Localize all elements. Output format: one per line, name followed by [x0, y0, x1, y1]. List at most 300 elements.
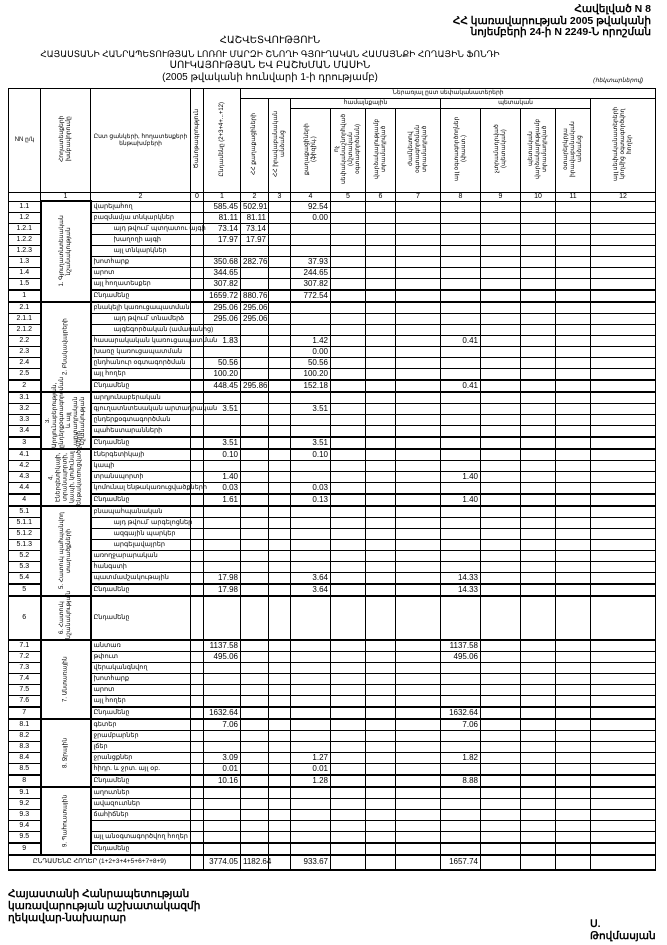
- cell-c3: [269, 506, 291, 518]
- cell-c3: [269, 775, 291, 787]
- header-col-8: [441, 109, 481, 193]
- cell-c6: [366, 335, 396, 346]
- cell-c10: [521, 640, 556, 652]
- row-name: Ընդամենը: [91, 775, 191, 787]
- header-col-9-text: չտրամադրված (պետական): [493, 124, 507, 174]
- column-index: 8: [441, 193, 481, 202]
- cell-c1: [204, 820, 241, 831]
- row-name: գյուղատնտեսական արտադրական: [91, 403, 191, 414]
- cell-c6: [366, 403, 396, 414]
- cell-c12: [591, 212, 656, 223]
- cell-c12: [591, 313, 656, 324]
- cell-c11: [556, 752, 591, 763]
- cell-c9: [481, 596, 521, 640]
- cell-c2: [241, 494, 269, 506]
- row-name: այդ թվում՝ արգելոցներ: [91, 517, 191, 528]
- cell-c11: [556, 482, 591, 494]
- cell-c2: [241, 392, 269, 404]
- cell-c4: 37.93: [291, 256, 331, 267]
- cell-c9: [481, 775, 521, 787]
- cell-c1: 1659.72: [204, 290, 241, 302]
- row-name: ջրանցքներ: [91, 752, 191, 763]
- cell-c9: [481, 843, 521, 855]
- cell-c1: 448.45: [204, 380, 241, 392]
- cell-c11: [556, 403, 591, 414]
- cell-c8: [441, 278, 481, 290]
- row-name: ընդհանուր օգտագործման: [91, 357, 191, 368]
- row-number: 8.5: [9, 763, 41, 775]
- cell-c4: [291, 313, 331, 324]
- cell-c5: [331, 403, 366, 414]
- total-c7: [396, 855, 441, 870]
- cell-c8: 1.82: [441, 752, 481, 763]
- row-name: պահեստարանների: [91, 425, 191, 437]
- cell-c5: [331, 719, 366, 731]
- cell-c5: [331, 471, 366, 482]
- cell-c2: [241, 460, 269, 471]
- cell-c12: [591, 695, 656, 707]
- cell-c9: [481, 550, 521, 561]
- header-col-3: [269, 99, 291, 193]
- header-col-9: [481, 109, 521, 193]
- row-name: բազմամյա տնկարկներ: [91, 212, 191, 223]
- cell-c6: [366, 368, 396, 380]
- cell-c3: [269, 763, 291, 775]
- cell-c1: 307.82: [204, 278, 241, 290]
- cell-c2: [241, 752, 269, 763]
- cell-c10: [521, 752, 556, 763]
- cell-c1: 17.98: [204, 572, 241, 584]
- cell-c10: [521, 651, 556, 662]
- total-c5: [331, 855, 366, 870]
- cell-c3: [269, 596, 291, 640]
- row-number: 2.4: [9, 357, 41, 368]
- cell-c4: [291, 843, 331, 855]
- cell-c8: 1.40: [441, 471, 481, 482]
- cell-c8: [441, 561, 481, 572]
- cell-c1: 0.01: [204, 763, 241, 775]
- cell-c4: 92.54: [291, 201, 331, 212]
- row-name: արդյունաբերական: [91, 392, 191, 404]
- cell-c11: [556, 437, 591, 449]
- cell-c8: [441, 324, 481, 335]
- row-name: խառը կառուցապատման: [91, 346, 191, 357]
- row-name: Ընդամենը: [91, 707, 191, 719]
- cell-c5: [331, 707, 366, 719]
- cell-c12: [591, 584, 656, 596]
- cell-c7: [396, 380, 441, 392]
- table-row: [9, 403, 656, 414]
- column-index: 10: [521, 193, 556, 202]
- cell-c8: [441, 673, 481, 684]
- table-row: [9, 572, 656, 584]
- cell-c9: [481, 460, 521, 471]
- column-index: 5: [331, 193, 366, 202]
- cell-c11: [556, 494, 591, 506]
- cell-c8: [441, 831, 481, 843]
- cell-c8: 14.33: [441, 584, 481, 596]
- cell-c2: [241, 517, 269, 528]
- cell-c7: [396, 471, 441, 482]
- cell-c3: [269, 528, 291, 539]
- cell-c11: [556, 460, 591, 471]
- cell-c12: [591, 201, 656, 212]
- cell-c2: [241, 346, 269, 357]
- cell-c4: [291, 234, 331, 245]
- cell-c5: [331, 528, 366, 539]
- row-name: արոտ: [91, 684, 191, 695]
- cell-c1: [204, 730, 241, 741]
- row-name: բնակելի կառուցապատման: [91, 302, 191, 314]
- table-row: [9, 471, 656, 482]
- cell-c6: [366, 640, 396, 652]
- cell-c0: [191, 539, 204, 550]
- cell-c0: [191, 234, 204, 245]
- cell-c7: [396, 517, 441, 528]
- row-number: 5.2: [9, 550, 41, 561]
- cell-c9: [481, 223, 521, 234]
- cell-c5: [331, 787, 366, 799]
- cell-c4: [291, 730, 331, 741]
- row-number: 7.2: [9, 651, 41, 662]
- column-index: 12: [591, 193, 656, 202]
- total-c4: 933.67: [291, 855, 331, 870]
- cell-c12: [591, 460, 656, 471]
- row-number: 1.2: [9, 212, 41, 223]
- cell-c6: [366, 346, 396, 357]
- cell-c6: [366, 517, 396, 528]
- cell-c12: [591, 640, 656, 652]
- table-row: [9, 584, 656, 596]
- cell-c0: [191, 798, 204, 809]
- header-col-12: [591, 99, 656, 193]
- cell-c5: [331, 561, 366, 572]
- cell-c11: [556, 425, 591, 437]
- cell-c5: [331, 820, 366, 831]
- cell-c2: [241, 662, 269, 673]
- cell-c3: [269, 843, 291, 855]
- cell-c11: [556, 267, 591, 278]
- cell-c10: [521, 798, 556, 809]
- cell-c11: [556, 302, 591, 314]
- row-number: 7.5: [9, 684, 41, 695]
- cell-c2: [241, 437, 269, 449]
- cell-c11: [556, 730, 591, 741]
- cell-c1: 1.61: [204, 494, 241, 506]
- cell-c9: [481, 561, 521, 572]
- cell-c1: 0.10: [204, 449, 241, 461]
- cell-c5: [331, 640, 366, 652]
- cell-c0: [191, 460, 204, 471]
- cell-c7: [396, 482, 441, 494]
- cell-c5: [331, 324, 366, 335]
- cell-c0: [191, 302, 204, 314]
- cell-c2: [241, 561, 269, 572]
- cell-c6: [366, 673, 396, 684]
- cell-c7: [396, 335, 441, 346]
- table-row: [9, 763, 656, 775]
- cell-c8: [441, 212, 481, 223]
- cell-c5: [331, 357, 366, 368]
- table-row: [9, 730, 656, 741]
- cell-c0: [191, 245, 204, 256]
- cell-c11: [556, 256, 591, 267]
- row-number: 5: [9, 584, 41, 596]
- cell-c3: [269, 719, 291, 731]
- cell-c11: [556, 707, 591, 719]
- row-name: ավազուտներ: [91, 798, 191, 809]
- cell-c7: [396, 313, 441, 324]
- cell-c12: [591, 278, 656, 290]
- cell-c8: [441, 662, 481, 673]
- row-number: 1.2.2: [9, 234, 41, 245]
- cell-c10: [521, 820, 556, 831]
- cell-c4: [291, 392, 331, 404]
- cell-c11: [556, 820, 591, 831]
- cell-c6: [366, 267, 396, 278]
- cell-c4: 3.64: [291, 584, 331, 596]
- cell-c10: [521, 437, 556, 449]
- header-col-8-text: այլ օգտագործողներ (փաստ.): [453, 116, 467, 182]
- cell-c6: [366, 313, 396, 324]
- cell-c0: [191, 831, 204, 843]
- header-c1-text: Ընդամենը (2+3+4+...+12): [218, 101, 225, 177]
- cell-c12: [591, 775, 656, 787]
- cell-c6: [366, 449, 396, 461]
- cell-c12: [591, 380, 656, 392]
- row-number: 8.3: [9, 741, 41, 752]
- cell-c2: 880.76: [241, 290, 269, 302]
- cell-c8: [441, 684, 481, 695]
- cell-c5: [331, 775, 366, 787]
- cell-c2: [241, 449, 269, 461]
- row-name: հիդր. և ջրտ. այլ օբ.: [91, 763, 191, 775]
- cell-c2: [241, 425, 269, 437]
- cell-c11: [556, 380, 591, 392]
- cell-c8: [441, 798, 481, 809]
- cell-c3: [269, 640, 291, 652]
- row-number: 5.1.1: [9, 517, 41, 528]
- table-row: [9, 278, 656, 290]
- cell-c1: 495.06: [204, 651, 241, 662]
- cell-c8: [441, 528, 481, 539]
- cell-c0: [191, 437, 204, 449]
- cell-c3: [269, 741, 291, 752]
- cell-c8: 0.41: [441, 335, 481, 346]
- cell-c11: [556, 673, 591, 684]
- cell-c3: [269, 368, 291, 380]
- cell-c4: [291, 302, 331, 314]
- row-number: 9.3: [9, 809, 41, 820]
- cell-c8: [441, 787, 481, 799]
- cell-c12: [591, 651, 656, 662]
- cell-c2: [241, 528, 269, 539]
- cell-c8: [441, 809, 481, 820]
- cell-c9: [481, 539, 521, 550]
- cell-c10: [521, 572, 556, 584]
- row-number: 1.5: [9, 278, 41, 290]
- column-index: 2: [91, 193, 191, 202]
- cell-c4: 1.42: [291, 335, 331, 346]
- cell-c3: [269, 267, 291, 278]
- cell-c9: [481, 662, 521, 673]
- cell-c10: [521, 313, 556, 324]
- cell-c3: [269, 730, 291, 741]
- cell-c1: [204, 787, 241, 799]
- cell-c7: [396, 820, 441, 831]
- cell-c12: [591, 368, 656, 380]
- header-col-5-text: ոչ սեփականաշնորհված (մշտական օգտագործման): [334, 113, 361, 185]
- table-row: [9, 550, 656, 561]
- column-index: 7: [396, 193, 441, 202]
- column-index: 1: [41, 193, 91, 202]
- row-number: 7.6: [9, 695, 41, 707]
- cell-c6: [366, 820, 396, 831]
- cell-c8: [441, 357, 481, 368]
- row-name: այդ թվում՝ պտղատու այգի: [91, 223, 191, 234]
- row-name: այլ անօգտագործվող հողեր: [91, 831, 191, 843]
- table-row: [9, 673, 656, 684]
- cell-c11: [556, 831, 591, 843]
- cell-c12: [591, 403, 656, 414]
- header-c0-text: Ծանոթագրություն: [193, 109, 200, 169]
- cell-c7: [396, 707, 441, 719]
- cell-c2: 295.06: [241, 302, 269, 314]
- total-c3: [269, 855, 291, 870]
- cell-c7: [396, 403, 441, 414]
- cell-c2: [241, 324, 269, 335]
- cell-c10: [521, 471, 556, 482]
- cell-c5: [331, 278, 366, 290]
- cell-c6: [366, 380, 396, 392]
- cell-c7: [396, 212, 441, 223]
- row-number: 8.4: [9, 752, 41, 763]
- cell-c10: [521, 201, 556, 212]
- cell-c10: [521, 584, 556, 596]
- cell-c7: [396, 684, 441, 695]
- cell-c12: [591, 437, 656, 449]
- cell-c5: [331, 843, 366, 855]
- cell-c2: [241, 640, 269, 652]
- cell-c7: [396, 425, 441, 437]
- cell-c9: [481, 752, 521, 763]
- cell-c3: [269, 752, 291, 763]
- row-name: աղուտներ: [91, 787, 191, 799]
- cell-c6: [366, 719, 396, 731]
- row-name: պատմամշակութային: [91, 572, 191, 584]
- annex-line: նոյեմբերի 24-ի N 2249-Ն որոշման: [470, 26, 651, 38]
- report-subtitle: ՀԱՅԱՍՏԱՆԻ ՀԱՆՐԱՊԵՏՈՒԹՅԱՆ ԼՈՌՈՒ ՄԱՐԶԻ ՇՆՈՂԻ ԳՅՈՒՂԱԿԱՆ ՀԱՄԱՅՆՔԻ ՀՈՂԱՅԻՆ ՖՈՆԴԻ: [40, 49, 500, 59]
- cell-c5: [331, 831, 366, 843]
- cell-c12: [591, 324, 656, 335]
- cell-c1: [204, 684, 241, 695]
- row-number: 1.2.1: [9, 223, 41, 234]
- cell-c12: [591, 719, 656, 731]
- cell-c3: [269, 550, 291, 561]
- cell-c0: [191, 278, 204, 290]
- cell-c3: [269, 234, 291, 245]
- row-number: 9.1: [9, 787, 41, 799]
- cell-c6: [366, 494, 396, 506]
- cell-c11: [556, 572, 591, 584]
- cell-c3: [269, 831, 291, 843]
- table-row: [9, 662, 656, 673]
- cell-c0: [191, 550, 204, 561]
- cell-c8: 0.41: [441, 380, 481, 392]
- cell-c11: [556, 584, 591, 596]
- table-row: [9, 267, 656, 278]
- cell-c1: [204, 528, 241, 539]
- cell-c9: [481, 471, 521, 482]
- table-row: [9, 494, 656, 506]
- cell-c4: 3.64: [291, 572, 331, 584]
- cell-c5: [331, 596, 366, 640]
- cell-c0: [191, 561, 204, 572]
- header-col-11: [556, 109, 591, 193]
- cell-c6: [366, 572, 396, 584]
- row-number: 1: [9, 290, 41, 302]
- cell-c11: [556, 843, 591, 855]
- cell-c0: [191, 528, 204, 539]
- cell-c10: [521, 695, 556, 707]
- cell-c2: [241, 368, 269, 380]
- cell-c10: [521, 368, 556, 380]
- cell-c4: 0.01: [291, 763, 331, 775]
- cell-c3: [269, 517, 291, 528]
- cell-c6: [366, 201, 396, 212]
- cell-c0: [191, 380, 204, 392]
- cell-c2: [241, 471, 269, 482]
- header-col-2: [241, 99, 269, 193]
- cell-c7: [396, 494, 441, 506]
- cell-c8: [441, 550, 481, 561]
- cell-c0: [191, 695, 204, 707]
- cell-c0: [191, 290, 204, 302]
- cell-c6: [366, 798, 396, 809]
- table-row: [9, 245, 656, 256]
- total-c1: 3774.05: [204, 855, 241, 870]
- cell-c12: [591, 809, 656, 820]
- cell-c3: [269, 201, 291, 212]
- cell-c0: [191, 741, 204, 752]
- cell-c11: [556, 596, 591, 640]
- cell-c5: [331, 730, 366, 741]
- row-name: Ընդամենը: [91, 290, 191, 302]
- cell-c1: [204, 550, 241, 561]
- report-title: ՀԱՇՎԵՏՎՈՒԹՅՈՒՆ: [219, 35, 321, 46]
- cell-c10: [521, 673, 556, 684]
- row-name: այլ հողեր: [91, 695, 191, 707]
- cell-c0: [191, 201, 204, 212]
- header-group-text: Հողատեսքերի խմբավորումը: [58, 115, 72, 163]
- cell-c6: [366, 684, 396, 695]
- table-row: [9, 843, 656, 855]
- cell-c2: [241, 245, 269, 256]
- cell-c2: [241, 707, 269, 719]
- cell-c11: [556, 234, 591, 245]
- cell-c5: [331, 673, 366, 684]
- header-col-4: [291, 109, 331, 193]
- cell-c9: [481, 449, 521, 461]
- cell-c4: 0.13: [291, 494, 331, 506]
- cell-c11: [556, 561, 591, 572]
- cell-c0: [191, 752, 204, 763]
- row-name: Ընդամենը: [91, 584, 191, 596]
- cell-c7: [396, 673, 441, 684]
- cell-c3: [269, 809, 291, 820]
- column-index: 6: [366, 193, 396, 202]
- cell-c2: [241, 820, 269, 831]
